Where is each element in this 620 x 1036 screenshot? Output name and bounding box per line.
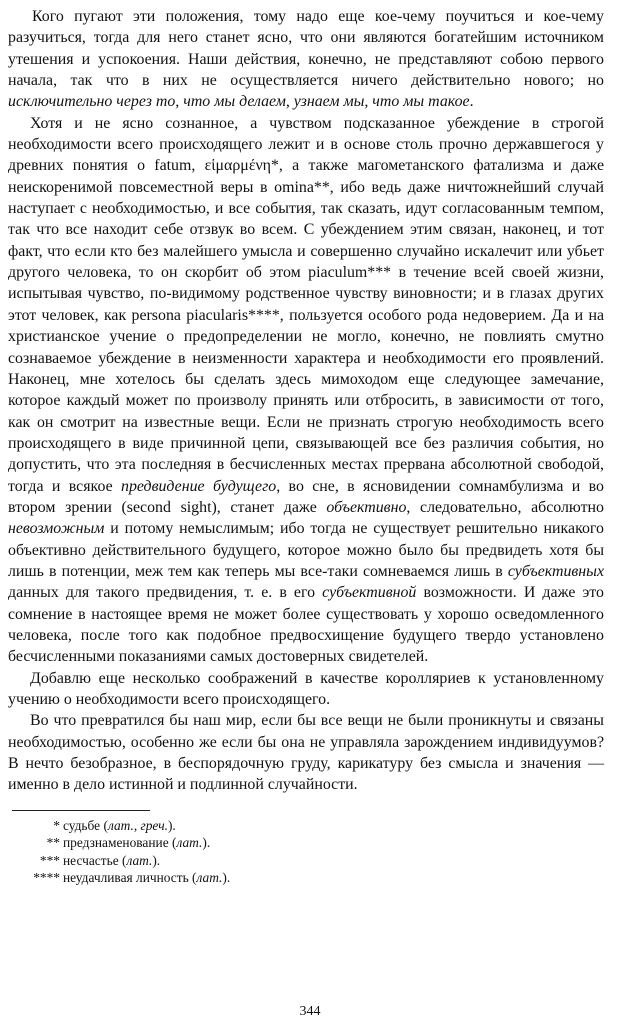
italic-text: исключительно через то, что мы делаем, узнаем мы, что мы такое	[8, 93, 470, 111]
text-run: возможности. И даже это сомнение в настоящее время не может более существовать у хорошо осведомленного человека, после того как подобное предвосхищение будущего твердо установлено бесчисленными показаниями самых достоверных свидетелей.	[8, 584, 604, 666]
paragraph	[8, 710, 604, 795]
text-run: ).	[152, 852, 161, 868]
italic-text: объективно	[326, 498, 407, 516]
text-run: ).	[167, 817, 176, 833]
italic-text: субъективной	[322, 584, 417, 602]
text-run: , следовательно, абсолютно	[406, 498, 604, 516]
footnote-mark: ****	[33, 869, 60, 885]
body-text	[8, 6, 604, 796]
text-run: Кого пугают эти положения, тому надо еще кое-чему поучиться и кое-чему разучиться, тогда для него станет ясно, что они являются богатейшим источником утешения и успокоения. Наши действия, конечно, не представляют собою первого начала, так что в них не осуществляется ничего действительно нового; но	[8, 8, 604, 90]
paragraph	[8, 668, 604, 711]
paragraph	[8, 113, 604, 668]
text-run: Добавлю еще несколько соображений в качестве королляриев к установленному учению о необходимости всего происходящего.	[8, 669, 604, 708]
text-run: .	[469, 93, 474, 111]
footnote	[8, 834, 604, 851]
italic-text: субъективных	[507, 562, 604, 580]
italic-text: предвидение будущего	[121, 477, 277, 495]
text-run: ).	[202, 835, 211, 851]
page-number: 344	[299, 1004, 321, 1019]
text-run: ).	[222, 869, 231, 885]
footnote-divider	[12, 810, 150, 811]
text-run: неудачливая личность (	[63, 869, 197, 885]
italic-text: лат.	[176, 835, 203, 851]
footnote-mark: ***	[39, 852, 60, 868]
text-run: Во что превратился бы наш мир, если бы все вещи не были проникнуты и связаны необходимостью, особенно же если бы она не управляла зарождением индивидуумов? В нечто безобразное, в беспорядочную груду, карикатуру без смысла и значения — именно в дело истинной и подлинной случайности.	[8, 712, 604, 794]
text-run: Хотя и не ясно сознанное, а чувством подсказанное убеждение в строгой необходимости всего происходящего лежит и в основе столь прочно державшегося у древних понятия о fatum, εἱμαρμένη*, а также магометанского фатализма и даже неискоренимой повсеместной веры в omina**, ибо ведь даже ничтожнейший случай наступает с необходимостью, и все события, так сказать, идут согласованным темпом, так что все находит себе отзвук во всем. С убеждением этим связан, наконец, и тот факт, что если кто без малейшего умысла и совершенно случайно искалечит или убьет другого человека, то он скорбит об этом piaculum*** в течение всей своей жизни, испытывая чувство, по-видимому родственное чувству виновности; и в глазах других этот человек, как persona piacularis****, пользуется особого рода недоверием. Да и на христианское учение о предопределении не могло, конечно, не повлиять смутно сознаваемое убеждение в неизменности характера и необходимости его проявлений. Наконец, мне хотелось бы сделать здесь мимоходом еще следующее замечание, которое каждый может по произволу принять или отбросить, в зависимости от того, как он смотрит на известные вещи. Если не признать строгую необходимость всего происходящего в виде причинной цепи, связывающей все без различия события, но допустить, что эта последняя в бесчисленных местах прервана абсолютной свободой, тогда и всякое	[8, 114, 604, 495]
text-run: , во сне, в ясновидении сомнамбулизма и во втором зрении (second sight), станет даже	[8, 477, 604, 516]
footnotes	[8, 817, 604, 887]
footnote-text	[63, 835, 210, 850]
text-run: данных для такого предвидения, т. е. в его	[8, 584, 323, 602]
footnote-text	[63, 853, 160, 868]
paragraph	[8, 6, 604, 113]
italic-text: невозможным	[8, 520, 105, 538]
footnote	[8, 817, 604, 834]
footnote-mark: **	[46, 835, 60, 851]
footnote	[8, 852, 604, 869]
text-run: и потому немыслимым; ибо тогда не существует решительно никакого объективно действительного будущего, которое можно было бы предвидеть хотя бы лишь в потенции, меж тем как теперь мы все-таки сомневаемся лишь в	[8, 520, 604, 580]
footnote-mark: *	[53, 817, 60, 833]
italic-text: лат.	[196, 869, 223, 885]
text-run: судьбе (	[63, 817, 108, 833]
text-run: предзнаменование (	[63, 835, 177, 851]
italic-text: лат., греч.	[107, 817, 168, 833]
footnote-text	[63, 818, 176, 833]
footnote-text	[63, 870, 230, 885]
text-run: несчастье (	[63, 852, 127, 868]
footnote	[8, 869, 604, 886]
italic-text: лат.	[126, 852, 153, 868]
